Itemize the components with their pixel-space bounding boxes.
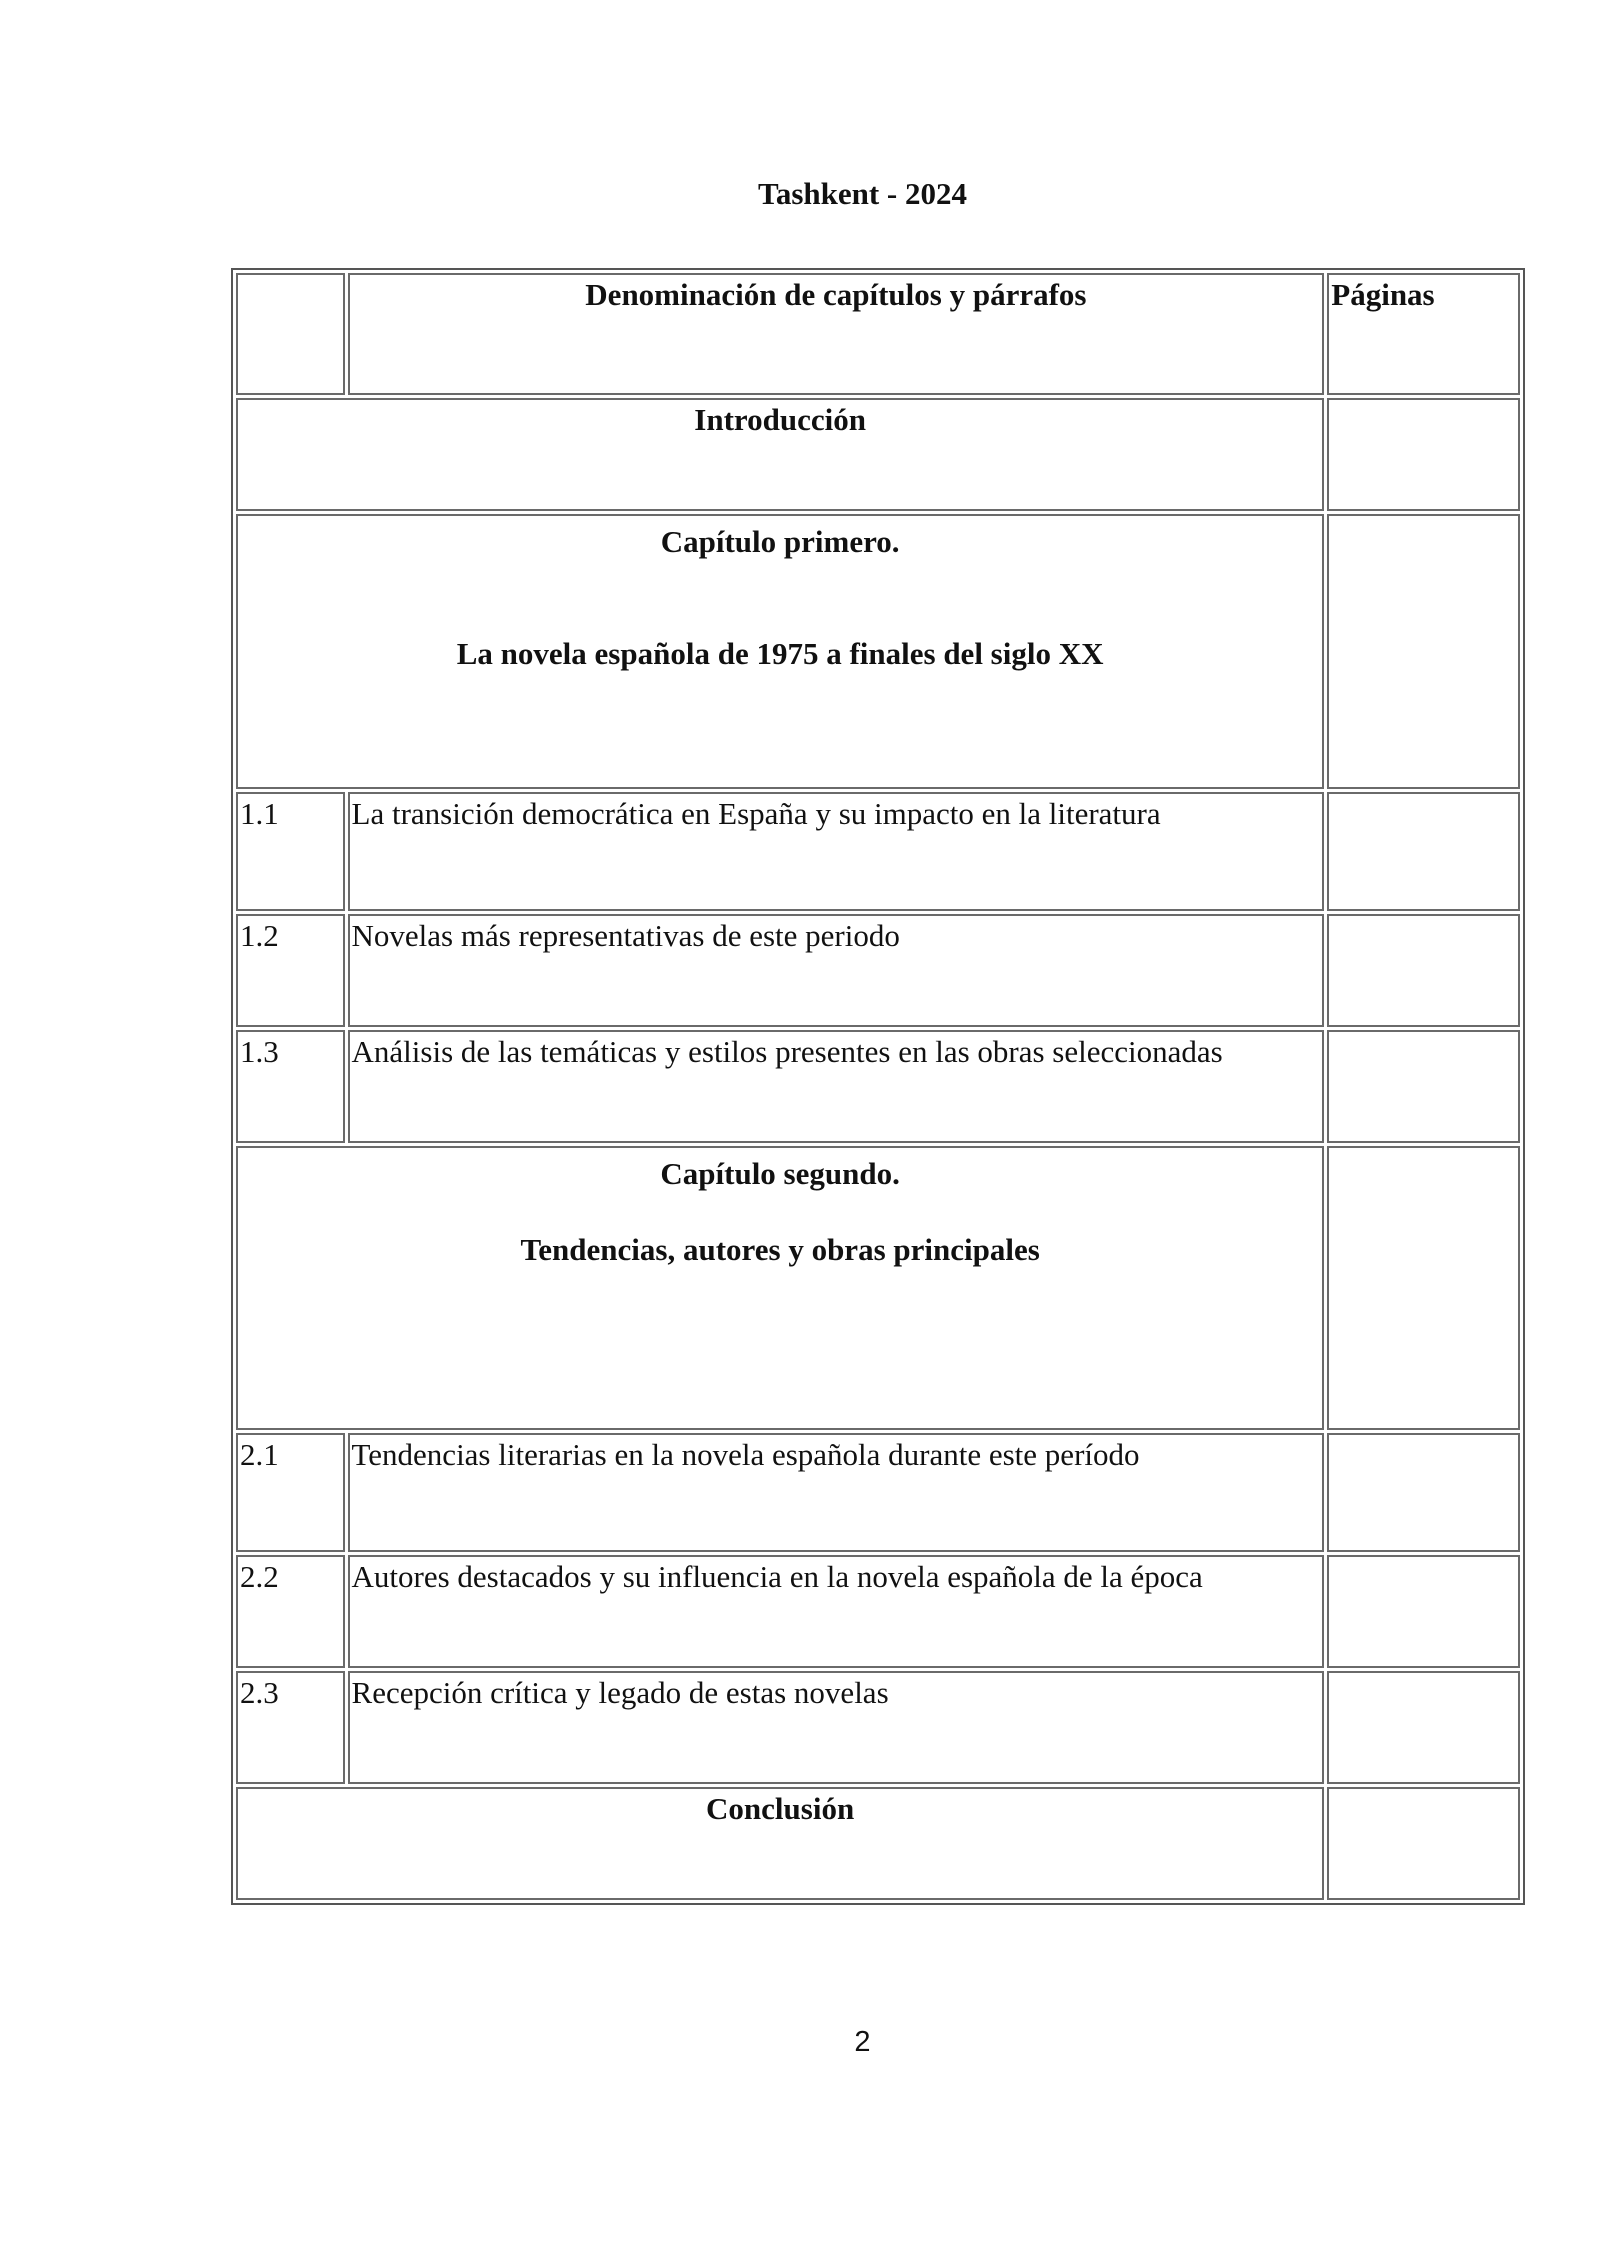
toc-page-cell xyxy=(1327,1030,1520,1143)
section-number: 1.3 xyxy=(236,1030,345,1143)
toc-introduction: Introducción xyxy=(236,398,1324,511)
toc-header-row xyxy=(236,273,1520,395)
section-number: 2.2 xyxy=(236,1555,345,1668)
section-number: 2.3 xyxy=(236,1671,345,1784)
toc-page-cell xyxy=(1327,514,1520,789)
toc-chapter1-cell xyxy=(236,514,1324,789)
toc-page-cell xyxy=(1327,1671,1520,1784)
toc-section-row xyxy=(236,1671,1520,1784)
toc-page-cell xyxy=(1327,1146,1520,1430)
chapter2-title: Tendencias, autores y obras principales xyxy=(520,1232,1040,1267)
toc-header-title: Denominación de capítulos y párrafos xyxy=(348,273,1325,395)
toc-introduction-row xyxy=(236,398,1520,511)
chapter2-label: Capítulo segundo. xyxy=(660,1156,900,1191)
toc-page-cell xyxy=(1327,792,1520,911)
toc-section-row xyxy=(236,1555,1520,1668)
section-title: Tendencias literarias en la novela española durante este período xyxy=(348,1433,1325,1552)
toc-page-cell xyxy=(1327,914,1520,1027)
section-title: Novelas más representativas de este periodo xyxy=(348,914,1325,1027)
section-number: 2.1 xyxy=(236,1433,345,1552)
toc-header-pages: Páginas xyxy=(1327,273,1520,395)
toc-page-cell xyxy=(1327,1555,1520,1668)
table-of-contents xyxy=(231,268,1525,1905)
toc-header-num-cell xyxy=(236,273,345,395)
section-title: Autores destacados y su influencia en la novela española de la época xyxy=(348,1555,1325,1668)
toc-chapter2-cell xyxy=(236,1146,1324,1430)
chapter1-title: La novela española de 1975 a finales del siglo XX xyxy=(456,636,1104,671)
section-title: Análisis de las temáticas y estilos presentes en las obras seleccionadas xyxy=(348,1030,1325,1143)
section-title: La transición democrática en España y su impacto en la literatura xyxy=(348,792,1325,911)
section-title: Recepción crítica y legado de estas novelas xyxy=(348,1671,1325,1784)
toc-page-cell xyxy=(1327,1787,1520,1900)
toc-section-row xyxy=(236,1030,1520,1143)
toc-conclusion: Conclusión xyxy=(236,1787,1324,1900)
toc-chapter2-row xyxy=(236,1146,1520,1430)
toc-section-row xyxy=(236,1433,1520,1552)
toc-section-row xyxy=(236,914,1520,1027)
toc-conclusion-row xyxy=(236,1787,1520,1900)
chapter1-label: Capítulo primero. xyxy=(660,524,900,559)
toc-page-cell xyxy=(1327,398,1520,511)
toc-page-cell xyxy=(1327,1433,1520,1552)
section-number: 1.1 xyxy=(236,792,345,911)
page-number: 2 xyxy=(854,2026,871,2058)
city-year-heading: Tashkent - 2024 xyxy=(757,176,968,211)
section-number: 1.2 xyxy=(236,914,345,1027)
toc-section-row xyxy=(236,792,1520,911)
toc-chapter1-row xyxy=(236,514,1520,789)
